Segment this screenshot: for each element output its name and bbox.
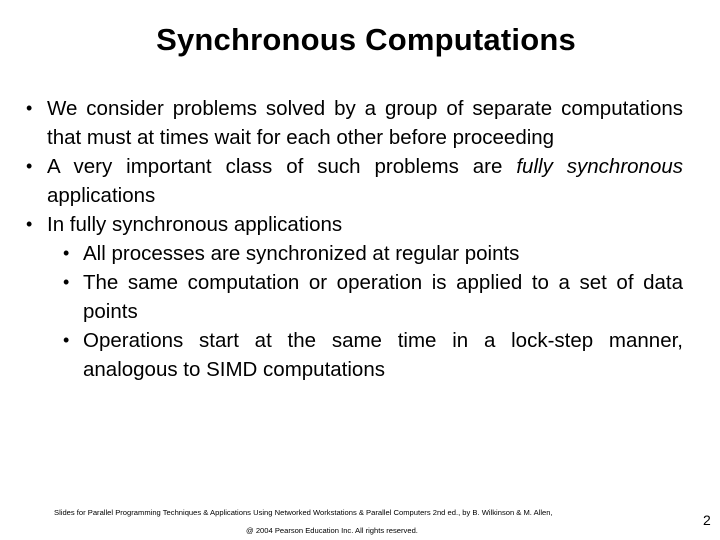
sub-bullet-text: Operations start at the same time in a lock-step manner, analogous to SIMD computations [83,329,683,381]
bullet-text: We consider problems solved by a group of separate computations that must at times wait for each other before proceeding [47,97,683,149]
sub-bullet-text: The same computation or operation is applied to a set of data points [83,271,683,323]
bullet-item [26,94,683,152]
bullet-text: In fully synchronous applications [47,213,343,236]
footer-citation: Slides for Parallel Programming Techniques & Applications Using Networked Workstations & Parallel Computers 2nd ed., by B. Wilkinson & M. Allen, [54,508,553,517]
footer-copyright: @ 2004 Pearson Education Inc. All rights reserved. [246,526,418,535]
bullet-marker: • [63,272,70,292]
bullet-marker: • [63,330,70,350]
sub-bullet-item [63,268,683,326]
sub-bullet-item [63,326,683,384]
sub-bullet-item [63,239,683,268]
bullet-item [26,210,683,239]
bullet-marker: • [26,98,33,118]
bullet-marker: • [63,243,70,263]
sub-bullet-text: All processes are synchronized at regular points [83,242,520,265]
slide-title: Synchronous Computations [156,22,576,57]
emphasized-text: fully synchronous [516,155,683,178]
bullet-list [0,94,720,384]
bullet-marker: • [26,214,33,234]
bullet-text: applications [47,184,156,207]
bullet-item [26,152,683,210]
bullet-text: A very important class of such problems are [47,155,517,178]
page-number: 2 [703,512,711,528]
bullet-marker: • [26,156,33,176]
